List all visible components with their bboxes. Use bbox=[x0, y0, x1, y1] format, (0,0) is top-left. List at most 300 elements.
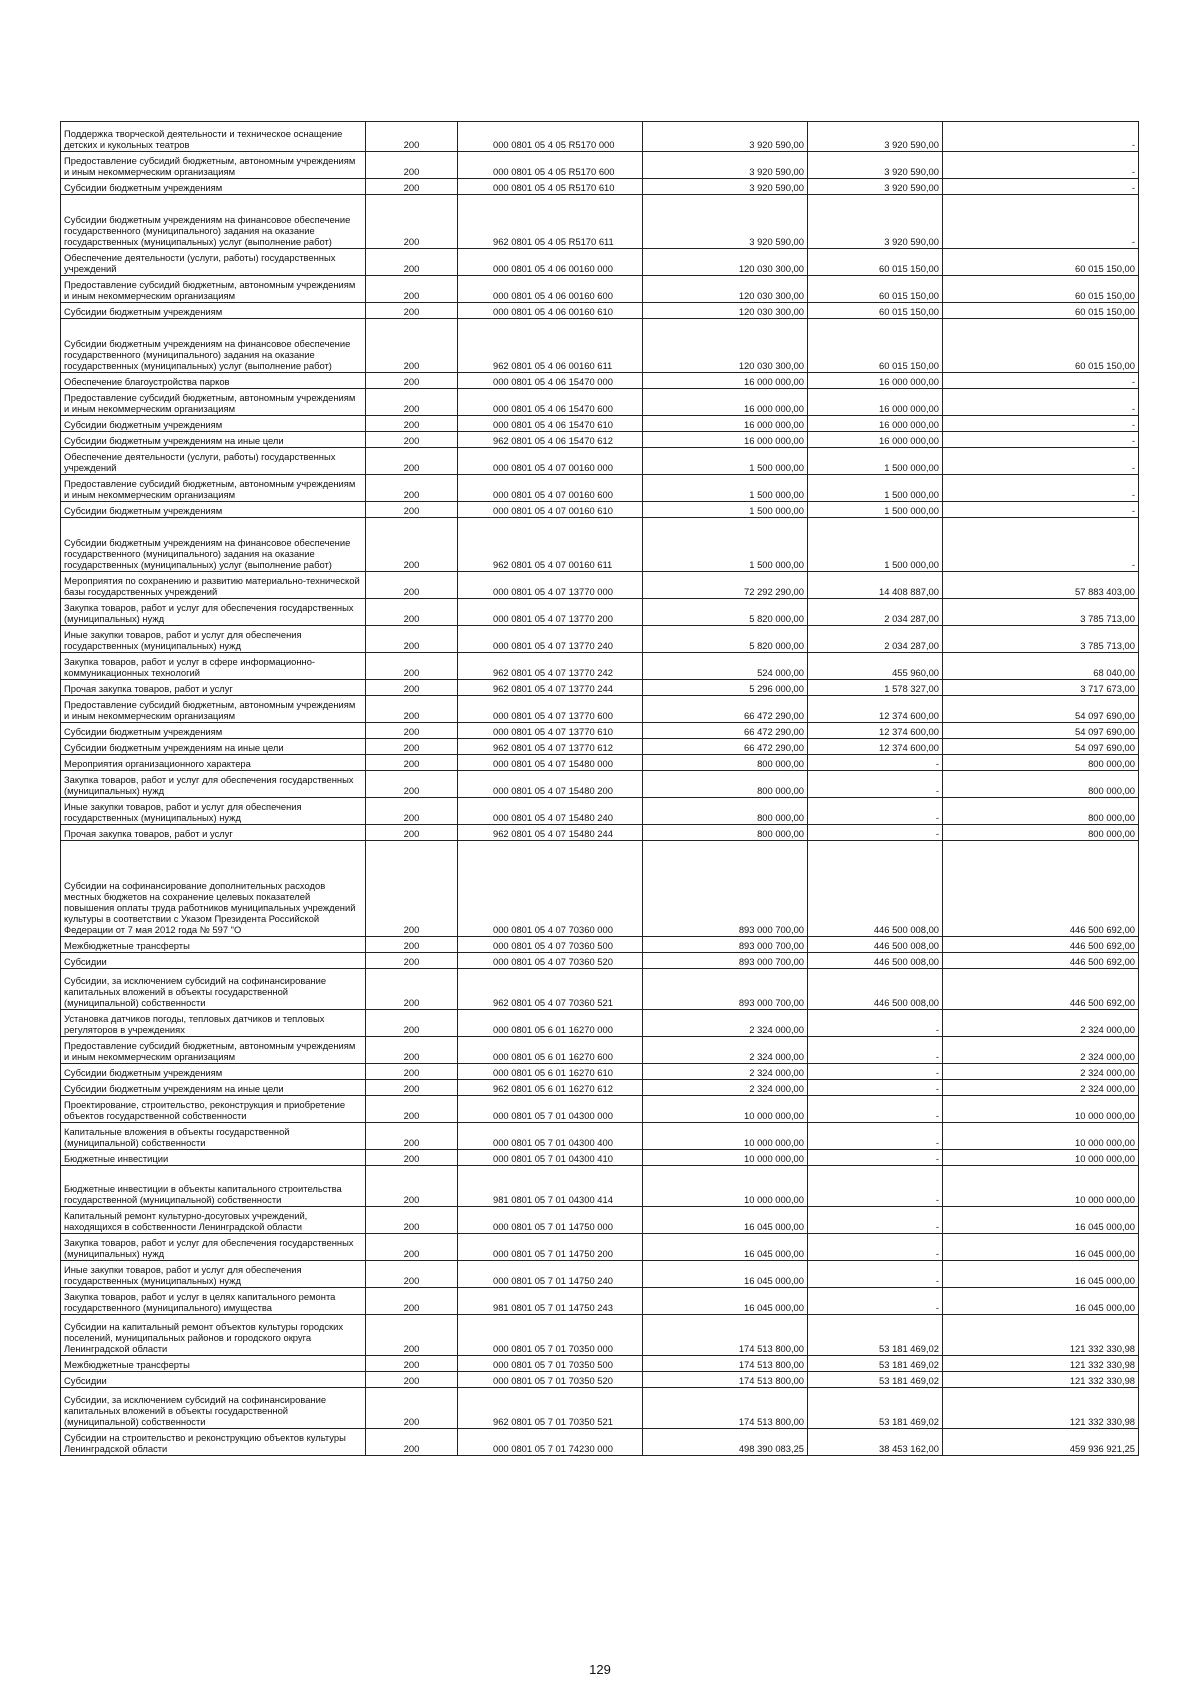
row-code-cell: 200 bbox=[366, 1166, 458, 1207]
row-code-cell: 200 bbox=[366, 475, 458, 502]
table-row bbox=[61, 1288, 1139, 1315]
row-code-cell: 200 bbox=[366, 841, 458, 937]
row-executed-cell: 1 500 000,00 bbox=[808, 475, 943, 502]
row-remainder-cell: 16 045 000,00 bbox=[943, 1234, 1139, 1261]
row-remainder-cell: 60 015 150,00 bbox=[943, 249, 1139, 276]
row-name-cell: Межбюджетные трансферты bbox=[61, 1356, 366, 1372]
row-approved-cell: 174 513 800,00 bbox=[643, 1388, 808, 1429]
page-number: 129 bbox=[589, 1662, 611, 1677]
table-row bbox=[61, 1010, 1139, 1037]
row-executed-cell: - bbox=[808, 1288, 943, 1315]
row-remainder-cell: - bbox=[943, 179, 1139, 195]
row-executed-cell: 53 181 469,02 bbox=[808, 1372, 943, 1388]
row-code-cell: 200 bbox=[366, 696, 458, 723]
row-approved-cell: 5 296 000,00 bbox=[643, 680, 808, 696]
row-remainder-cell: 800 000,00 bbox=[943, 755, 1139, 771]
row-remainder-cell: - bbox=[943, 152, 1139, 179]
row-code-cell: 200 bbox=[366, 276, 458, 303]
table-row bbox=[61, 825, 1139, 841]
row-code-cell: 200 bbox=[366, 969, 458, 1010]
row-executed-cell: 53 181 469,02 bbox=[808, 1356, 943, 1372]
row-code-cell: 200 bbox=[366, 572, 458, 599]
row-approved-cell: 893 000 700,00 bbox=[643, 841, 808, 937]
table-row bbox=[61, 739, 1139, 755]
row-remainder-cell: 60 015 150,00 bbox=[943, 319, 1139, 373]
table-row bbox=[61, 475, 1139, 502]
row-kbk-cell: 000 0801 05 7 01 14750 240 bbox=[458, 1261, 643, 1288]
row-kbk-cell: 000 0801 05 7 01 14750 200 bbox=[458, 1234, 643, 1261]
row-executed-cell: 3 920 590,00 bbox=[808, 195, 943, 249]
row-kbk-cell: 000 0801 05 7 01 14750 000 bbox=[458, 1207, 643, 1234]
row-name-cell: Обеспечение деятельности (услуги, работы) государственных учреждений bbox=[61, 249, 366, 276]
row-name-cell: Субсидии бюджетным учреждениям на финансовое обеспечение государственного (муниципального) задания на оказание государственных (муниципальных) услуг (выполнение работ) bbox=[61, 195, 366, 249]
row-remainder-cell: 121 332 330,98 bbox=[943, 1372, 1139, 1388]
row-kbk-cell: 981 0801 05 7 01 04300 414 bbox=[458, 1166, 643, 1207]
row-kbk-cell: 000 0801 05 4 07 13770 610 bbox=[458, 723, 643, 739]
table-row bbox=[61, 1315, 1139, 1356]
row-remainder-cell: 54 097 690,00 bbox=[943, 696, 1139, 723]
row-executed-cell: 16 000 000,00 bbox=[808, 389, 943, 416]
row-name-cell: Закупка товаров, работ и услуг в целях капитального ремонта государственного (муниципального) имущества bbox=[61, 1288, 366, 1315]
row-name-cell: Обеспечение деятельности (услуги, работы) государственных учреждений bbox=[61, 448, 366, 475]
row-name-cell: Проектирование, строительство, реконструкция и приобретение объектов государственной собственности bbox=[61, 1096, 366, 1123]
row-executed-cell: 12 374 600,00 bbox=[808, 696, 943, 723]
row-code-cell: 200 bbox=[366, 723, 458, 739]
row-approved-cell: 1 500 000,00 bbox=[643, 475, 808, 502]
row-remainder-cell: - bbox=[943, 502, 1139, 518]
row-remainder-cell: 3 717 673,00 bbox=[943, 680, 1139, 696]
row-remainder-cell: 459 936 921,25 bbox=[943, 1429, 1139, 1456]
row-kbk-cell: 000 0801 05 7 01 70350 520 bbox=[458, 1372, 643, 1388]
table-row bbox=[61, 969, 1139, 1010]
row-remainder-cell: 57 883 403,00 bbox=[943, 572, 1139, 599]
row-kbk-cell: 000 0801 05 4 07 70360 500 bbox=[458, 937, 643, 953]
row-kbk-cell: 000 0801 05 6 01 16270 000 bbox=[458, 1010, 643, 1037]
table-row bbox=[61, 755, 1139, 771]
row-code-cell: 200 bbox=[366, 303, 458, 319]
table-row bbox=[61, 195, 1139, 249]
row-kbk-cell: 000 0801 05 7 01 70350 500 bbox=[458, 1356, 643, 1372]
table-row bbox=[61, 599, 1139, 626]
row-kbk-cell: 000 0801 05 4 05 R5170 600 bbox=[458, 152, 643, 179]
row-approved-cell: 2 324 000,00 bbox=[643, 1010, 808, 1037]
row-name-cell: Закупка товаров, работ и услуг для обеспечения государственных (муниципальных) нужд bbox=[61, 771, 366, 798]
table-row bbox=[61, 1388, 1139, 1429]
row-code-cell: 200 bbox=[366, 319, 458, 373]
row-kbk-cell: 000 0801 05 4 07 15480 000 bbox=[458, 755, 643, 771]
table-row bbox=[61, 1064, 1139, 1080]
row-name-cell: Субсидии bbox=[61, 1372, 366, 1388]
row-kbk-cell: 000 0801 05 4 06 00160 600 bbox=[458, 276, 643, 303]
row-executed-cell: - bbox=[808, 1207, 943, 1234]
row-remainder-cell: 446 500 692,00 bbox=[943, 841, 1139, 937]
row-name-cell: Иные закупки товаров, работ и услуг для обеспечения государственных (муниципальных) нужд bbox=[61, 1261, 366, 1288]
row-kbk-cell: 000 0801 05 4 07 00160 610 bbox=[458, 502, 643, 518]
row-remainder-cell: 10 000 000,00 bbox=[943, 1123, 1139, 1150]
table-row bbox=[61, 798, 1139, 825]
row-remainder-cell: 10 000 000,00 bbox=[943, 1096, 1139, 1123]
row-code-cell: 200 bbox=[366, 518, 458, 572]
table-row bbox=[61, 841, 1139, 937]
row-name-cell: Предоставление субсидий бюджетным, автономным учреждениям и иным некоммерческим организациям bbox=[61, 276, 366, 303]
row-executed-cell: - bbox=[808, 1080, 943, 1096]
row-approved-cell: 10 000 000,00 bbox=[643, 1123, 808, 1150]
row-remainder-cell: 800 000,00 bbox=[943, 825, 1139, 841]
row-kbk-cell: 962 0801 05 4 07 13770 242 bbox=[458, 653, 643, 680]
row-kbk-cell: 000 0801 05 4 07 13770 000 bbox=[458, 572, 643, 599]
row-name-cell: Субсидии, за исключением субсидий на софинансирование капитальных вложений в объекты государственной (муниципальной) собственности bbox=[61, 969, 366, 1010]
row-approved-cell: 5 820 000,00 bbox=[643, 599, 808, 626]
row-executed-cell: 16 000 000,00 bbox=[808, 432, 943, 448]
row-approved-cell: 893 000 700,00 bbox=[643, 953, 808, 969]
row-code-cell: 200 bbox=[366, 1150, 458, 1166]
row-approved-cell: 72 292 290,00 bbox=[643, 572, 808, 599]
row-kbk-cell: 000 0801 05 4 07 70360 520 bbox=[458, 953, 643, 969]
row-executed-cell: 38 453 162,00 bbox=[808, 1429, 943, 1456]
row-approved-cell: 16 000 000,00 bbox=[643, 432, 808, 448]
row-approved-cell: 120 030 300,00 bbox=[643, 249, 808, 276]
row-executed-cell: - bbox=[808, 1150, 943, 1166]
row-remainder-cell: - bbox=[943, 518, 1139, 572]
row-executed-cell: - bbox=[808, 1123, 943, 1150]
table-row bbox=[61, 1080, 1139, 1096]
row-code-cell: 200 bbox=[366, 1372, 458, 1388]
table-row bbox=[61, 1123, 1139, 1150]
row-executed-cell: 446 500 008,00 bbox=[808, 937, 943, 953]
table-row bbox=[61, 1429, 1139, 1456]
row-name-cell: Закупка товаров, работ и услуг для обеспечения государственных (муниципальных) нужд bbox=[61, 1234, 366, 1261]
row-kbk-cell: 000 0801 05 4 07 00160 000 bbox=[458, 448, 643, 475]
row-remainder-cell: 10 000 000,00 bbox=[943, 1166, 1139, 1207]
row-approved-cell: 2 324 000,00 bbox=[643, 1080, 808, 1096]
row-kbk-cell: 962 0801 05 4 06 15470 612 bbox=[458, 432, 643, 448]
row-remainder-cell: 2 324 000,00 bbox=[943, 1010, 1139, 1037]
row-name-cell: Предоставление субсидий бюджетным, автономным учреждениям и иным некоммерческим организациям bbox=[61, 1037, 366, 1064]
row-code-cell: 200 bbox=[366, 1096, 458, 1123]
row-executed-cell: 16 000 000,00 bbox=[808, 373, 943, 389]
row-remainder-cell: 68 040,00 bbox=[943, 653, 1139, 680]
row-executed-cell: - bbox=[808, 1261, 943, 1288]
row-remainder-cell: 3 785 713,00 bbox=[943, 599, 1139, 626]
row-executed-cell: - bbox=[808, 1234, 943, 1261]
row-code-cell: 200 bbox=[366, 825, 458, 841]
table-row bbox=[61, 723, 1139, 739]
row-remainder-cell: 10 000 000,00 bbox=[943, 1150, 1139, 1166]
row-kbk-cell: 000 0801 05 7 01 74230 000 bbox=[458, 1429, 643, 1456]
row-name-cell: Субсидии на строительство и реконструкцию объектов культуры Ленинградской области bbox=[61, 1429, 366, 1456]
row-approved-cell: 10 000 000,00 bbox=[643, 1150, 808, 1166]
row-remainder-cell: 16 045 000,00 bbox=[943, 1288, 1139, 1315]
row-remainder-cell: - bbox=[943, 448, 1139, 475]
row-kbk-cell: 000 0801 05 4 06 00160 610 bbox=[458, 303, 643, 319]
table-row bbox=[61, 696, 1139, 723]
row-remainder-cell: 446 500 692,00 bbox=[943, 953, 1139, 969]
row-kbk-cell: 000 0801 05 4 07 15480 240 bbox=[458, 798, 643, 825]
row-executed-cell: 446 500 008,00 bbox=[808, 953, 943, 969]
row-code-cell: 200 bbox=[366, 953, 458, 969]
row-approved-cell: 120 030 300,00 bbox=[643, 319, 808, 373]
row-kbk-cell: 962 0801 05 4 06 00160 611 bbox=[458, 319, 643, 373]
row-code-cell: 200 bbox=[366, 502, 458, 518]
table-row bbox=[61, 448, 1139, 475]
table-row bbox=[61, 1037, 1139, 1064]
row-approved-cell: 66 472 290,00 bbox=[643, 723, 808, 739]
row-kbk-cell: 000 0801 05 4 07 13770 200 bbox=[458, 599, 643, 626]
row-kbk-cell: 000 0801 05 4 07 13770 600 bbox=[458, 696, 643, 723]
row-executed-cell: 1 500 000,00 bbox=[808, 518, 943, 572]
table-row bbox=[61, 249, 1139, 276]
row-executed-cell: 446 500 008,00 bbox=[808, 969, 943, 1010]
row-code-cell: 200 bbox=[366, 179, 458, 195]
row-remainder-cell: 2 324 000,00 bbox=[943, 1080, 1139, 1096]
row-name-cell: Предоставление субсидий бюджетным, автономным учреждениям и иным некоммерческим организациям bbox=[61, 696, 366, 723]
row-executed-cell: - bbox=[808, 755, 943, 771]
row-name-cell: Мероприятия по сохранению и развитию материально-технической базы государственных учреждений bbox=[61, 572, 366, 599]
row-remainder-cell: 54 097 690,00 bbox=[943, 723, 1139, 739]
row-approved-cell: 800 000,00 bbox=[643, 798, 808, 825]
row-name-cell: Установка датчиков погоды, тепловых датчиков и тепловых регуляторов в учреждениях bbox=[61, 1010, 366, 1037]
row-name-cell: Субсидии бюджетным учреждениям bbox=[61, 179, 366, 195]
row-name-cell: Бюджетные инвестиции в объекты капитального строительства государственной (муниципальной) собственности bbox=[61, 1166, 366, 1207]
row-name-cell: Субсидии бюджетным учреждениям bbox=[61, 723, 366, 739]
row-kbk-cell: 962 0801 05 4 07 13770 244 bbox=[458, 680, 643, 696]
row-name-cell: Субсидии бюджетным учреждениям на иные цели bbox=[61, 1080, 366, 1096]
row-name-cell: Бюджетные инвестиции bbox=[61, 1150, 366, 1166]
row-approved-cell: 10 000 000,00 bbox=[643, 1096, 808, 1123]
row-remainder-cell: 2 324 000,00 bbox=[943, 1064, 1139, 1080]
row-code-cell: 200 bbox=[366, 1315, 458, 1356]
row-name-cell: Субсидии бюджетным учреждениям bbox=[61, 502, 366, 518]
row-remainder-cell: 121 332 330,98 bbox=[943, 1356, 1139, 1372]
row-approved-cell: 800 000,00 bbox=[643, 771, 808, 798]
row-name-cell: Обеспечение благоустройства парков bbox=[61, 373, 366, 389]
row-code-cell: 200 bbox=[366, 1234, 458, 1261]
row-code-cell: 200 bbox=[366, 1123, 458, 1150]
table-row bbox=[61, 389, 1139, 416]
row-name-cell: Субсидии бюджетным учреждениям bbox=[61, 303, 366, 319]
row-kbk-cell: 962 0801 05 4 05 R5170 611 bbox=[458, 195, 643, 249]
row-executed-cell: 60 015 150,00 bbox=[808, 249, 943, 276]
row-executed-cell: - bbox=[808, 1010, 943, 1037]
table-row bbox=[61, 937, 1139, 953]
row-kbk-cell: 000 0801 05 4 06 15470 600 bbox=[458, 389, 643, 416]
row-kbk-cell: 000 0801 05 7 01 04300 410 bbox=[458, 1150, 643, 1166]
table-row bbox=[61, 1261, 1139, 1288]
table-body bbox=[61, 122, 1139, 1456]
row-approved-cell: 5 820 000,00 bbox=[643, 626, 808, 653]
table-row bbox=[61, 1207, 1139, 1234]
row-name-cell: Поддержка творческой деятельности и техническое оснащение детских и кукольных театров bbox=[61, 122, 366, 152]
row-executed-cell: 455 960,00 bbox=[808, 653, 943, 680]
row-executed-cell: 53 181 469,02 bbox=[808, 1315, 943, 1356]
table-row bbox=[61, 416, 1139, 432]
row-approved-cell: 800 000,00 bbox=[643, 755, 808, 771]
row-remainder-cell: 121 332 330,98 bbox=[943, 1388, 1139, 1429]
row-kbk-cell: 000 0801 05 4 07 15480 200 bbox=[458, 771, 643, 798]
row-executed-cell: - bbox=[808, 1096, 943, 1123]
row-executed-cell: 16 000 000,00 bbox=[808, 416, 943, 432]
row-code-cell: 200 bbox=[366, 416, 458, 432]
row-name-cell: Иные закупки товаров, работ и услуг для обеспечения государственных (муниципальных) нужд bbox=[61, 626, 366, 653]
row-remainder-cell: 121 332 330,98 bbox=[943, 1315, 1139, 1356]
row-code-cell: 200 bbox=[366, 599, 458, 626]
row-code-cell: 200 bbox=[366, 373, 458, 389]
row-approved-cell: 174 513 800,00 bbox=[643, 1315, 808, 1356]
row-executed-cell: - bbox=[808, 798, 943, 825]
row-name-cell: Иные закупки товаров, работ и услуг для обеспечения государственных (муниципальных) нужд bbox=[61, 798, 366, 825]
row-name-cell: Субсидии бюджетным учреждениям на финансовое обеспечение государственного (муниципального) задания на оказание государственных (муниципальных) услуг (выполнение работ) bbox=[61, 518, 366, 572]
table-row bbox=[61, 653, 1139, 680]
row-name-cell: Мероприятия организационного характера bbox=[61, 755, 366, 771]
row-name-cell: Предоставление субсидий бюджетным, автономным учреждениям и иным некоммерческим организациям bbox=[61, 475, 366, 502]
row-executed-cell: 12 374 600,00 bbox=[808, 739, 943, 755]
row-remainder-cell: 54 097 690,00 bbox=[943, 739, 1139, 755]
row-kbk-cell: 000 0801 05 4 06 15470 000 bbox=[458, 373, 643, 389]
row-name-cell: Закупка товаров, работ и услуг в сфере информационно-коммуникационных технологий bbox=[61, 653, 366, 680]
row-remainder-cell: 800 000,00 bbox=[943, 798, 1139, 825]
row-approved-cell: 16 045 000,00 bbox=[643, 1207, 808, 1234]
row-remainder-cell: 60 015 150,00 bbox=[943, 276, 1139, 303]
row-name-cell: Капитальные вложения в объекты государственной (муниципальной) собственности bbox=[61, 1123, 366, 1150]
table-row bbox=[61, 680, 1139, 696]
row-code-cell: 200 bbox=[366, 1064, 458, 1080]
row-remainder-cell: - bbox=[943, 432, 1139, 448]
row-code-cell: 200 bbox=[366, 1261, 458, 1288]
row-kbk-cell: 962 0801 05 4 07 15480 244 bbox=[458, 825, 643, 841]
row-approved-cell: 1 500 000,00 bbox=[643, 502, 808, 518]
row-name-cell: Субсидии, за исключением субсидий на софинансирование капитальных вложений в объекты государственной (муниципальной) собственности bbox=[61, 1388, 366, 1429]
row-remainder-cell: - bbox=[943, 389, 1139, 416]
row-executed-cell: - bbox=[808, 825, 943, 841]
row-executed-cell: - bbox=[808, 1037, 943, 1064]
row-kbk-cell: 962 0801 05 7 01 70350 521 bbox=[458, 1388, 643, 1429]
row-remainder-cell: - bbox=[943, 122, 1139, 152]
row-remainder-cell: 2 324 000,00 bbox=[943, 1037, 1139, 1064]
table-row bbox=[61, 953, 1139, 969]
row-code-cell: 200 bbox=[366, 152, 458, 179]
row-approved-cell: 893 000 700,00 bbox=[643, 937, 808, 953]
row-code-cell: 200 bbox=[366, 249, 458, 276]
row-kbk-cell: 962 0801 05 6 01 16270 612 bbox=[458, 1080, 643, 1096]
table-row bbox=[61, 319, 1139, 373]
row-approved-cell: 16 000 000,00 bbox=[643, 416, 808, 432]
row-name-cell: Субсидии на капитальный ремонт объектов культуры городских поселений, муниципальных районов и городского округа Ленинградской области bbox=[61, 1315, 366, 1356]
row-name-cell: Межбюджетные трансферты bbox=[61, 937, 366, 953]
row-name-cell: Капитальный ремонт культурно-досуговых учреждений, находящихся в собственности Ленинградской области bbox=[61, 1207, 366, 1234]
row-approved-cell: 174 513 800,00 bbox=[643, 1372, 808, 1388]
row-code-cell: 200 bbox=[366, 771, 458, 798]
row-approved-cell: 16 000 000,00 bbox=[643, 389, 808, 416]
row-kbk-cell: 981 0801 05 7 01 14750 243 bbox=[458, 1288, 643, 1315]
row-approved-cell: 3 920 590,00 bbox=[643, 179, 808, 195]
row-executed-cell: 12 374 600,00 bbox=[808, 723, 943, 739]
table-row bbox=[61, 1356, 1139, 1372]
row-code-cell: 200 bbox=[366, 448, 458, 475]
row-remainder-cell: 16 045 000,00 bbox=[943, 1207, 1139, 1234]
row-executed-cell: 446 500 008,00 bbox=[808, 841, 943, 937]
table-row bbox=[61, 1372, 1139, 1388]
row-kbk-cell: 000 0801 05 4 06 00160 000 bbox=[458, 249, 643, 276]
row-remainder-cell: 446 500 692,00 bbox=[943, 969, 1139, 1010]
row-executed-cell: 60 015 150,00 bbox=[808, 276, 943, 303]
table-row bbox=[61, 179, 1139, 195]
row-executed-cell: - bbox=[808, 771, 943, 798]
table-row bbox=[61, 502, 1139, 518]
row-remainder-cell: - bbox=[943, 475, 1139, 502]
row-kbk-cell: 000 0801 05 4 05 R5170 610 bbox=[458, 179, 643, 195]
row-approved-cell: 3 920 590,00 bbox=[643, 122, 808, 152]
row-code-cell: 200 bbox=[366, 1388, 458, 1429]
row-code-cell: 200 bbox=[366, 680, 458, 696]
row-executed-cell: 3 920 590,00 bbox=[808, 179, 943, 195]
row-name-cell: Субсидии бюджетным учреждениям на финансовое обеспечение государственного (муниципального) задания на оказание государственных (муниципальных) услуг (выполнение работ) bbox=[61, 319, 366, 373]
row-approved-cell: 498 390 083,25 bbox=[643, 1429, 808, 1456]
row-approved-cell: 3 920 590,00 bbox=[643, 195, 808, 249]
table-row bbox=[61, 373, 1139, 389]
row-approved-cell: 524 000,00 bbox=[643, 653, 808, 680]
row-code-cell: 200 bbox=[366, 937, 458, 953]
row-remainder-cell: 3 785 713,00 bbox=[943, 626, 1139, 653]
row-approved-cell: 66 472 290,00 bbox=[643, 739, 808, 755]
row-executed-cell: 3 920 590,00 bbox=[808, 122, 943, 152]
row-executed-cell: 60 015 150,00 bbox=[808, 303, 943, 319]
row-kbk-cell: 000 0801 05 4 05 R5170 000 bbox=[458, 122, 643, 152]
row-name-cell: Прочая закупка товаров, работ и услуг bbox=[61, 680, 366, 696]
table-row bbox=[61, 152, 1139, 179]
row-kbk-cell: 962 0801 05 4 07 70360 521 bbox=[458, 969, 643, 1010]
row-code-cell: 200 bbox=[366, 1080, 458, 1096]
row-executed-cell: 2 034 287,00 bbox=[808, 626, 943, 653]
row-code-cell: 200 bbox=[366, 798, 458, 825]
row-approved-cell: 120 030 300,00 bbox=[643, 303, 808, 319]
row-code-cell: 200 bbox=[366, 1288, 458, 1315]
row-executed-cell: 1 500 000,00 bbox=[808, 448, 943, 475]
row-code-cell: 200 bbox=[366, 389, 458, 416]
row-kbk-cell: 000 0801 05 4 07 00160 600 bbox=[458, 475, 643, 502]
row-approved-cell: 893 000 700,00 bbox=[643, 969, 808, 1010]
table-row bbox=[61, 626, 1139, 653]
table-row bbox=[61, 518, 1139, 572]
table-row bbox=[61, 1096, 1139, 1123]
row-remainder-cell: - bbox=[943, 373, 1139, 389]
row-executed-cell: 14 408 887,00 bbox=[808, 572, 943, 599]
row-kbk-cell: 000 0801 05 4 07 70360 000 bbox=[458, 841, 643, 937]
row-executed-cell: 60 015 150,00 bbox=[808, 319, 943, 373]
row-code-cell: 200 bbox=[366, 626, 458, 653]
row-approved-cell: 3 920 590,00 bbox=[643, 152, 808, 179]
row-approved-cell: 16 000 000,00 bbox=[643, 373, 808, 389]
table-row bbox=[61, 122, 1139, 152]
row-approved-cell: 16 045 000,00 bbox=[643, 1288, 808, 1315]
row-kbk-cell: 000 0801 05 4 06 15470 610 bbox=[458, 416, 643, 432]
row-approved-cell: 1 500 000,00 bbox=[643, 518, 808, 572]
row-code-cell: 200 bbox=[366, 1037, 458, 1064]
row-approved-cell: 120 030 300,00 bbox=[643, 276, 808, 303]
row-code-cell: 200 bbox=[366, 1010, 458, 1037]
row-name-cell: Закупка товаров, работ и услуг для обеспечения государственных (муниципальных) нужд bbox=[61, 599, 366, 626]
row-approved-cell: 66 472 290,00 bbox=[643, 696, 808, 723]
row-name-cell: Субсидии бюджетным учреждениям на иные цели bbox=[61, 739, 366, 755]
row-code-cell: 200 bbox=[366, 1207, 458, 1234]
row-executed-cell: - bbox=[808, 1064, 943, 1080]
row-remainder-cell: 800 000,00 bbox=[943, 771, 1139, 798]
row-executed-cell: 53 181 469,02 bbox=[808, 1388, 943, 1429]
row-executed-cell: - bbox=[808, 1166, 943, 1207]
row-kbk-cell: 000 0801 05 4 07 13770 240 bbox=[458, 626, 643, 653]
row-name-cell: Прочая закупка товаров, работ и услуг bbox=[61, 825, 366, 841]
table-row bbox=[61, 432, 1139, 448]
row-name-cell: Субсидии бюджетным учреждениям на иные цели bbox=[61, 432, 366, 448]
